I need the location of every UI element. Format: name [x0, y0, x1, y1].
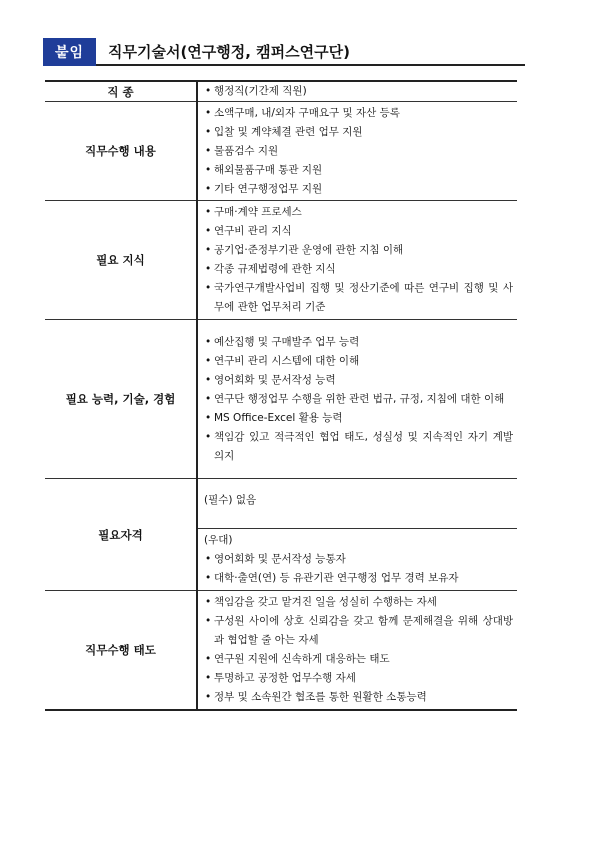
list-item: • 구매·계약 프로세스	[204, 203, 513, 222]
list-item: • 책임감 있고 적극적인 협업 태도, 성실성 및 지속적인 자기 계발 의지	[204, 428, 513, 466]
attachment-badge: 붙임	[43, 38, 96, 66]
row-value	[197, 102, 517, 201]
list-item: • 대학·출연(연) 등 유관기관 연구행정 업무 경력 보유자	[204, 569, 513, 588]
list-item: • 연구단 행정업무 수행을 위한 관련 법규, 규정, 지침에 대한 이해	[204, 390, 513, 409]
title-underline	[96, 64, 525, 66]
row-value	[197, 201, 517, 320]
list-item: • 소액구매, 내/외자 구매요구 및 자산 등록	[204, 104, 513, 123]
title-area	[96, 38, 525, 66]
row-label: 직 종	[45, 81, 197, 102]
table-row-duties	[45, 102, 517, 201]
list-item: • 기타 연구행정업무 지원	[204, 180, 513, 199]
list-item: • 책임감을 갖고 맡겨진 일을 성실히 수행하는 자세	[204, 593, 513, 612]
list-item: • 연구원 지원에 신속하게 대응하는 태도	[204, 650, 513, 669]
list-item: • 해외물품구매 통관 지원	[204, 161, 513, 180]
list-item: • 예산집행 및 구매발주 업무 능력	[204, 333, 513, 352]
list-item: • 공기업·준정부기관 운영에 관한 지침 이해	[204, 241, 513, 260]
row-value	[197, 320, 517, 479]
preferred-heading: (우대)	[204, 534, 233, 546]
table-row-qualifications	[45, 479, 517, 591]
row-label: 직무수행 태도	[45, 591, 197, 711]
list-item: • 물품검수 지원	[204, 142, 513, 161]
list-item: • 국가연구개발사업비 집행 및 정산기준에 따른 연구비 집행 및 사무에 관한 업무처리 기준	[204, 279, 513, 317]
row-value	[197, 479, 517, 591]
row-label: 필요 지식	[45, 201, 197, 320]
table-row-job-type	[45, 81, 517, 102]
list-item: • 영어회화 및 문서작성 능통자	[204, 550, 513, 569]
row-value	[197, 591, 517, 711]
list-item: • 입찰 및 계약체결 관련 업무 지원	[204, 123, 513, 142]
list-item: • 행정직(기간제 직원)	[204, 82, 513, 101]
table-row-knowledge	[45, 201, 517, 320]
job-description-table	[45, 80, 517, 711]
row-label: 필요 능력, 기술, 경험	[45, 320, 197, 479]
row-label: 필요자격	[45, 479, 197, 591]
row-label: 직무수행 내용	[45, 102, 197, 201]
document-title: 직무기술서(연구행정, 캠퍼스연구단)	[108, 43, 350, 61]
list-item: • 정부 및 소속원간 협조를 통한 원활한 소통능력	[204, 688, 513, 707]
table-row-attitude	[45, 591, 517, 711]
list-item: • 연구비 관리 지식	[204, 222, 513, 241]
document-header	[43, 38, 525, 66]
list-item: • 연구비 관리 시스템에 대한 이해	[204, 352, 513, 371]
list-item: • MS Office-Excel 활용 능력	[204, 409, 513, 428]
table-row-skills	[45, 320, 517, 479]
list-item: • 각종 규제법령에 관한 지식	[204, 260, 513, 279]
list-item: • 구성원 사이에 상호 신뢰감을 갖고 함께 문제해결을 위해 상대방과 협업할 줄 아는 자세	[204, 612, 513, 650]
required-qualification: (필수) 없음	[204, 494, 257, 506]
list-item: • 투명하고 공정한 업무수행 자세	[204, 669, 513, 688]
row-value	[197, 81, 517, 102]
list-item: • 영어회화 및 문서작성 능력	[204, 371, 513, 390]
